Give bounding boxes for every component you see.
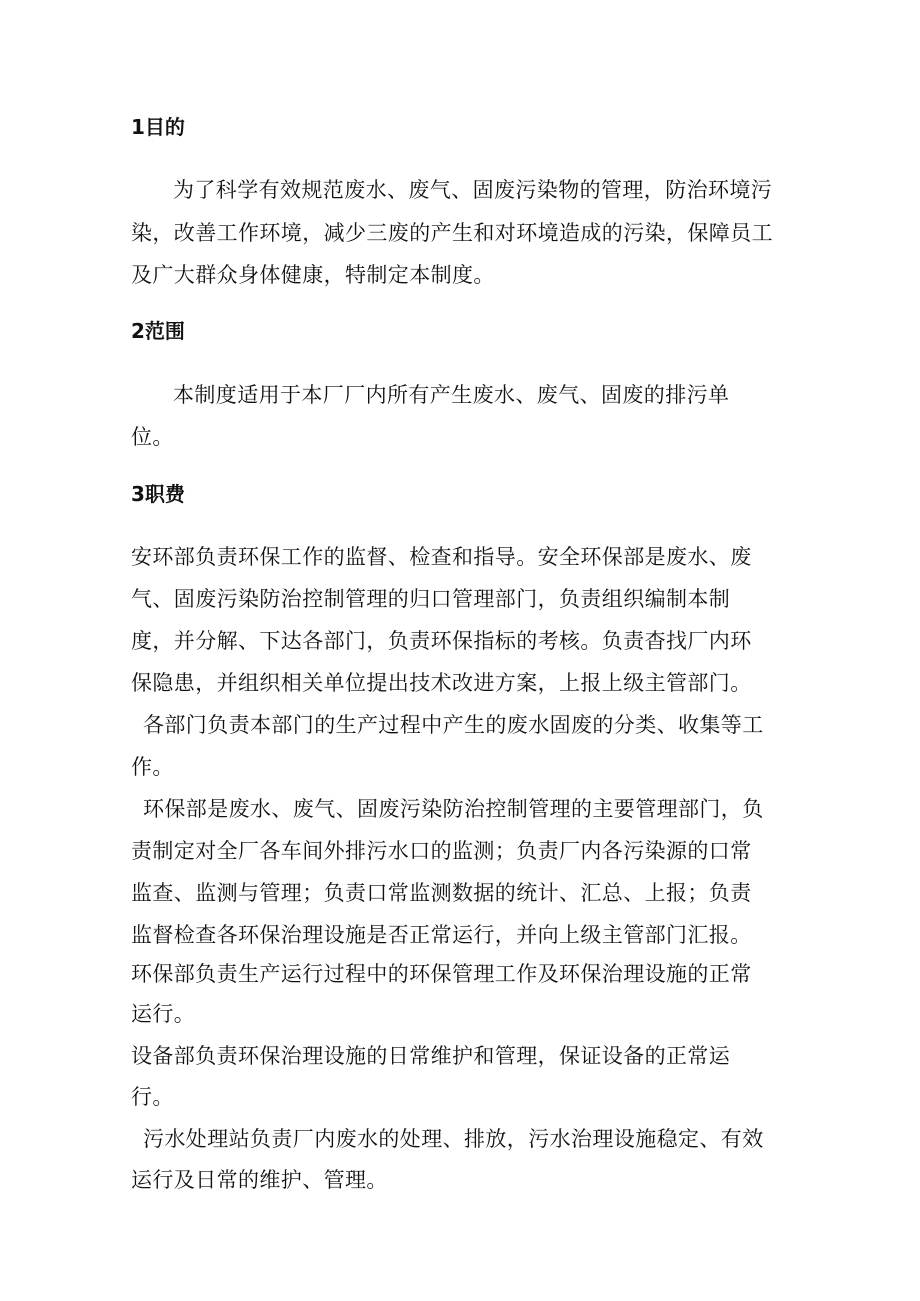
paragraph-line: 位。 [131, 425, 174, 449]
paragraph-line: 及广大群众身体健康，特制定本制度。 [131, 263, 495, 287]
paragraph-line: 度，并分解、下达各部门，负责环保指标的考核。负责杳找厂内环 [131, 629, 752, 653]
paragraph-line: 监督检查各环保治理设施是否正常运行，并向上级主管部门汇报。 [131, 923, 752, 947]
paragraph-line: 气、固废污染防治控制管理的归口管理部门，负责组织编制本制 [131, 587, 731, 611]
paragraph-line: 作。 [131, 755, 174, 779]
paragraph-line: 为了科学有效规范废水、废气、固废污染物的管理，防治环境污 [173, 178, 773, 202]
paragraph-line: 运行及日常的维护、管理。 [131, 1168, 388, 1192]
paragraph-line: 责制定对全厂各车间外排污水口的监测；负责厂内各污染源的口常 [131, 839, 752, 863]
paragraph-line: 设备部负责环保治理设施的日常维护和管理，保证设备的正常运 [131, 1044, 731, 1068]
paragraph-line: 本制度适用于本厂厂内所有产生废水、废气、固废的排污单 [173, 383, 730, 407]
paragraph-line: 环保部是废水、废气、固废污染防治控制管理的主要管理部门，负 [143, 797, 764, 821]
paragraph-line: 保隐患，并组织相关单位提出技术改进方案，上报上级主管部门。 [131, 671, 752, 695]
paragraph-line: 各部门负责本部门的生产过程中产生的废水固废的分类、收集等工 [143, 713, 764, 737]
paragraph-line: 污水处理站负责厂内废水的处理、排放，污水治理设施稳定、有效 [143, 1127, 764, 1151]
paragraph-line: 环保部负责生产运行过程中的环保管理工作及环保治理设施的正常 [131, 962, 752, 986]
paragraph-line: 安环部负责环保工作的监督、检查和指导。安全环保部是废水、废 [131, 545, 752, 569]
paragraph-line: 运行。 [131, 1002, 196, 1026]
paragraph-line: 监查、监测与管理；负责口常监测数据的统计、汇总、上报；负责 [131, 881, 752, 905]
section-heading-scope: 2范围 [131, 319, 185, 343]
paragraph-line: 行。 [131, 1085, 174, 1109]
section-heading-duties: 3职费 [131, 482, 185, 506]
paragraph-line: 染，改善工作环境，减少三废的产生和对环境造成的污染，保障员工 [131, 221, 773, 245]
section-heading-purpose: 1目的 [131, 115, 185, 139]
